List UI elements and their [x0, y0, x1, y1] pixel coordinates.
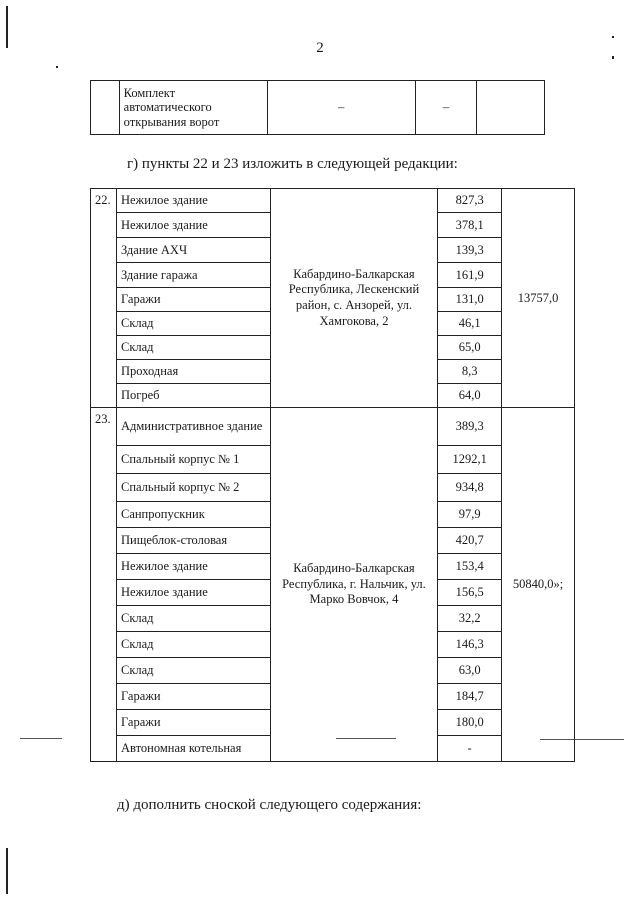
object-name: Нежилое здание	[116, 580, 270, 606]
paragraph-d: д) дополнить сноской следующего содержания:	[117, 797, 422, 813]
scan-dot-right-1	[612, 36, 614, 38]
object-name: Погреб	[116, 384, 270, 408]
object-area: 934,8	[438, 474, 502, 502]
object-area: 827,3	[438, 189, 502, 213]
object-name: Спальный корпус № 2	[116, 474, 270, 502]
property-table	[90, 188, 575, 762]
object-area: 389,3	[438, 408, 502, 446]
object-name: Склад	[116, 632, 270, 658]
scan-mark-left-bottom	[6, 848, 8, 894]
top-name-cell: Комплект автоматического открывания ворот	[119, 81, 267, 135]
page-number: 2	[316, 40, 324, 56]
object-name: Нежилое здание	[116, 189, 270, 213]
object-name: Здание АХЧ	[116, 238, 270, 263]
scan-dot-left	[56, 66, 58, 68]
object-area: 131,0	[438, 288, 502, 312]
object-area: 65,0	[438, 336, 502, 360]
object-name: Здание гаража	[116, 263, 270, 288]
object-name: Склад	[116, 336, 270, 360]
object-name: Склад	[116, 312, 270, 336]
object-total: 50840,0»;	[502, 408, 575, 762]
top-address-cell: –	[267, 81, 416, 135]
object-area: 64,0	[438, 384, 502, 408]
object-area: 184,7	[438, 684, 502, 710]
object-area: 156,5	[438, 580, 502, 606]
top-area-cell: –	[416, 81, 477, 135]
object-area: 180,0	[438, 710, 502, 736]
object-name: Гаражи	[116, 684, 270, 710]
object-area: 420,7	[438, 528, 502, 554]
object-address: Кабардино-Балкарская Республика, Лескенский район, с. Анзорей, ул. Хамгокова, 2	[270, 189, 437, 408]
object-name: Спальный корпус № 1	[116, 446, 270, 474]
object-area: -	[438, 736, 502, 762]
object-name: Автономная котельная	[116, 736, 270, 762]
object-name: Санпропускник	[116, 502, 270, 528]
object-name: Нежилое здание	[116, 554, 270, 580]
top-num-cell	[91, 81, 120, 135]
object-name: Пищеблок-столовая	[116, 528, 270, 554]
object-area: 146,3	[438, 632, 502, 658]
object-area: 139,3	[438, 238, 502, 263]
object-name: Проходная	[116, 360, 270, 384]
object-area: 32,2	[438, 606, 502, 632]
object-name: Склад	[116, 606, 270, 632]
table-row	[91, 189, 575, 213]
scan-line-left	[20, 738, 62, 739]
object-area: 1292,1	[438, 446, 502, 474]
object-area: 378,1	[438, 213, 502, 238]
object-name: Гаражи	[116, 710, 270, 736]
object-area: 46,1	[438, 312, 502, 336]
object-name: Административное здание	[116, 408, 270, 446]
table-row	[91, 408, 575, 446]
object-area: 8,3	[438, 360, 502, 384]
item-number: 23.	[91, 408, 117, 762]
object-area: 63,0	[438, 658, 502, 684]
top-table	[90, 80, 545, 135]
object-name: Гаражи	[116, 288, 270, 312]
object-area: 97,9	[438, 502, 502, 528]
object-address: Кабардино-Балкарская Республика, г. Нальчик, ул. Марко Вовчок, 4	[270, 408, 437, 762]
object-name: Склад	[116, 658, 270, 684]
object-area: 161,9	[438, 263, 502, 288]
paragraph-g: г) пункты 22 и 23 изложить в следующей редакции:	[127, 156, 458, 172]
item-number: 22.	[91, 189, 117, 408]
object-name: Нежилое здание	[116, 213, 270, 238]
object-total: 13757,0	[502, 189, 575, 408]
top-total-cell	[477, 81, 545, 135]
object-area: 153,4	[438, 554, 502, 580]
